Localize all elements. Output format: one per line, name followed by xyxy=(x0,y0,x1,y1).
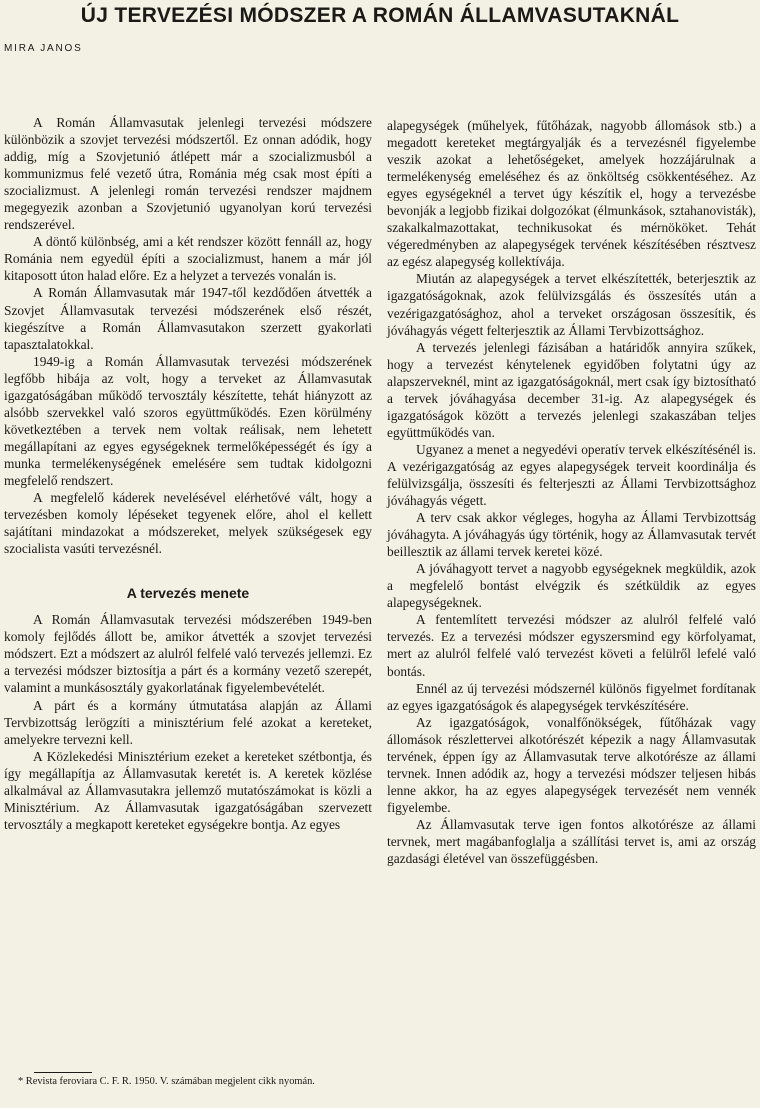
left-column xyxy=(4,114,372,833)
footnote: * Revista feroviara C. F. R. 1950. V. számában megjelent cikk nyomán. xyxy=(18,1076,315,1087)
paragraph: A jóváhagyott tervet a nagyobb egységeknek megküldik, azok a megfelelő bontást elvégzik és szétküldik az egyes alapegységeknek. xyxy=(387,561,756,611)
paragraph: A Közlekedési Minisztérium ezeket a kereteket szétbontja, és így megállapítja az Államvasutak keretét is. A keretek közlése alkalmával az Államvasutakra jellemző mutatószámokat is közli a Minisztérium. Az Államvasutak igazgatóságában szervezett tervosztály a megkapott kereteket egységekre bontja. Az egyes xyxy=(4,748,372,832)
paragraph: Az igazgatóságok, vonalfőnökségek, fűtőházak vagy állomások részlettervei alkotórészét képezik a nagy Államvasutak tervének, éppen így az Államvasutak terve alkotórésze az állami tervnek. Innen adódik az, hogy a tervezési módszer teljesen hibás lenne akkor, ha az egyes alapegységek tervezését nem vennék figyelembe. xyxy=(387,714,756,815)
paragraph: A tervezés jelenlegi fázisában a határidők annyira szűkek, hogy a tervezést kénytelenek egyidőben folytatni úgy az alapszerveknél, mint az igazgatóságoknál, mert csak így biztosítható a tervek jóváhagyása december 31-ig. Az alapegységek és igazgatóságok között a tervezés jelenlegi szakaszában teljes együttműködés van. xyxy=(387,339,756,440)
paragraph: A terv csak akkor végleges, hogyha az Állami Tervbizottság jóváhagyta. A jóváhagyás úgy történik, hogy az Államvasutak tervét beillesztik az állami tervek keretei közé. xyxy=(387,510,756,560)
article-author: MIRA JANOS xyxy=(4,43,83,54)
footnote-divider xyxy=(34,1072,92,1073)
section-heading: A tervezés menete xyxy=(126,585,250,602)
paragraph: A döntő különbség, ami a két rendszer között fennáll az, hogy Románia nem egyedül építi a szocializmust, hanem a már jól kitaposott úton halad előre. Ez a helyzet a tervezés vonalán is. xyxy=(4,234,372,284)
right-column xyxy=(387,117,756,867)
paragraph: A fentemlített tervezési módszer az alulról felfelé való tervezés. Ez a tervezési módszer egyszersmind egy körfolyamat, mert az alulról felfelé való tervezést követi a felülről lefelé való bontás. xyxy=(387,612,756,679)
paragraph: A párt és a kormány útmutatása alapján az Állami Tervbizottság lerögzíti a minisztérium felé azokat a kereteket, amelyekre tervezni kell. xyxy=(4,697,372,747)
paragraph: Ennél az új tervezési módszernél különös figyelmet fordítanak az egyes igazgatóságok és alapegységek tervkészítésére. xyxy=(387,680,756,713)
paragraph: alapegységek (műhelyek, fűtőházak, nagyobb állomások stb.) a megadott kereteket megtárgyalják és a tervezésnél figyelembe veszik azokat a lehetőségeket, amelyek hozzájárulnak a termelékenység emeléséhez és az önköltség csökkentéséhez. Az egyes egységeknél a tervet úgy készítik el, hogy a tervezésbe bevonják a legjobb fizikai dolgozókat (élmunkások, sztahanovisták), szakalkalmazottakat, technikusokat és mérnököket. Tehát végeredményben az alapegységek tervének készítésében résztvesz az egész alapegység kollektívája. xyxy=(387,118,756,270)
article-title: ÚJ TERVEZÉSI MÓDSZER A ROMÁN ÁLLAMVASUTAKNÁL xyxy=(80,4,680,27)
paragraph: A Román Államvasutak már 1947-től kezdődően átvették a Szovjet Államvasutak tervezési módszerének első részét, kiegészítve a Román Államvasutakon szerzett gyakorlati tapasztalatokkal. xyxy=(4,285,372,352)
paragraph: A Román Államvasutak tervezési módszerében 1949-ben komoly fejlődés állott be, amikor átvették a szovjet tervezési módszert. Ezt a módszert az alulról felfelé való tervezés jellemzi. Ez a tervezési módszer biztosítja a párt és a kormány vezető szerepét, valamint a munkásosztály gyakorlatának figyelembevételét. xyxy=(4,612,372,696)
paragraph: Az Államvasutak terve igen fontos alkotórésze az állami tervnek, mert magábanfoglalja a szállítási tervet is, ami az ország gazdasági életével van összefüggésben. xyxy=(387,816,756,867)
paragraph: Ugyanez a menet a negyedévi operatív tervek elkészítésénél is. A vezérigazgatóság az egyes alapegységek terveit koordinálja és felülvizsgálja, összesíti és felterjeszti az Állami Tervbizottsághoz jóváhagyás végett. xyxy=(387,441,756,509)
paragraph: 1949-ig a Román Államvasutak tervezési módszerének legfőbb hibája az volt, hogy a terveket az Államvasutak igazgatóságában működő tervosztály készítette, tehát hiányzott az alsóbb szervekkel való szoros együttműködés. Ezen körülmény következtében a tervek nem voltak reálisak, nem lehetett megállapítani az egyes egységeknek termelőképességét és így a munka termelékenységének emelésére sem tudtak kidolgozni megfelelő rendszert. xyxy=(4,353,372,488)
paragraph: Miután az alapegységek a tervet elkészítették, beterjesztik az igazgatóságoknak, azok felülvizsgálás és összesítés után a vezérigazgatósághoz, ahol a terveket országosan összesítik, és jóváhagyás végett felterjesztik az Állami Tervbizottsághoz. xyxy=(387,271,756,338)
paragraph: A megfelelő káderek nevelésével elérhetővé vált, hogy a tervezésben komoly lépéseket tegyenek előre, ahol el kellett sajátítani mindazokat a módszereket, melyek szükségesek egy szocialista vasúti tervezésnél. xyxy=(4,490,372,557)
paragraph: A Román Államvasutak jelenlegi tervezési módszere különbözik a szovjet tervezési módszertől. Ez onnan adódik, hogy addig, míg a Szovjetunió átlépett már a szocializmusból a kommunizmus felé vezető útra, Románia még csak most építi a szocializmust. A jelenlegi román tervezési rendszer majdnem megegyezik azonban a Szovjetunió ugyanolyan korú tervezési rendszerével. xyxy=(4,115,372,233)
